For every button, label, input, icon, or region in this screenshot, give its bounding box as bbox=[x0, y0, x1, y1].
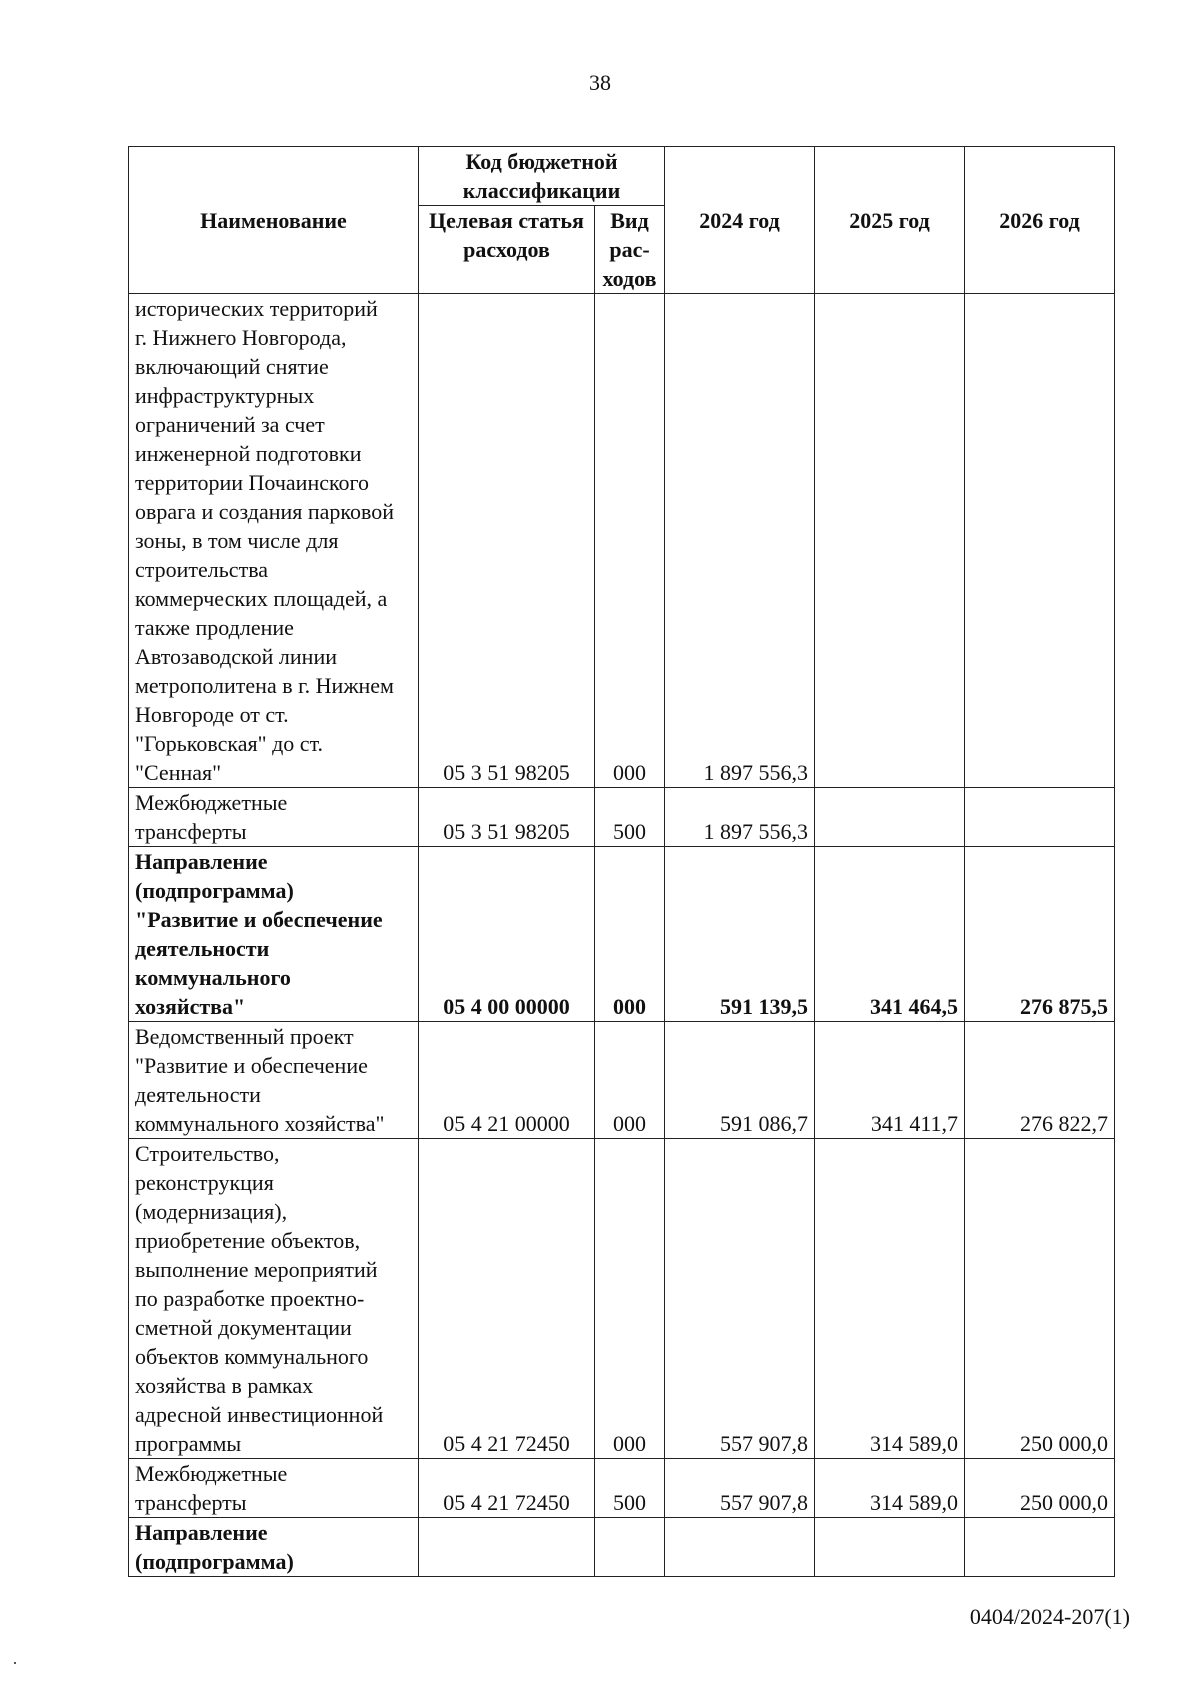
table-row bbox=[129, 847, 1115, 1022]
row-2024: 591 139,5 bbox=[665, 847, 815, 1022]
table-row bbox=[129, 294, 1115, 788]
table-row bbox=[129, 1459, 1115, 1518]
page-number: 38 bbox=[589, 70, 611, 95]
budget-table bbox=[128, 146, 1115, 1577]
row-code: 05 4 00 00000 bbox=[419, 847, 595, 1022]
table-row bbox=[129, 788, 1115, 847]
row-type bbox=[595, 1518, 665, 1577]
row-2026: 276 822,7 bbox=[965, 1022, 1115, 1139]
row-name: Межбюджетные трансферты bbox=[129, 788, 419, 847]
row-2025: 341 411,7 bbox=[815, 1022, 965, 1139]
row-2024 bbox=[665, 1518, 815, 1577]
row-type: 000 bbox=[595, 847, 665, 1022]
row-2024: 591 086,7 bbox=[665, 1022, 815, 1139]
row-2026: 276 875,5 bbox=[965, 847, 1115, 1022]
row-type: 000 bbox=[595, 294, 665, 788]
header-2025: 2025 год bbox=[815, 147, 965, 294]
row-2025 bbox=[815, 294, 965, 788]
row-name: Направление (подпрограмма) "Развитие и обеспечение деятельности коммунального хозяйства" bbox=[129, 847, 419, 1022]
row-code: 05 4 21 72450 bbox=[419, 1459, 595, 1518]
row-2025: 314 589,0 bbox=[815, 1139, 965, 1459]
header-expense-type: Вид рас-ходов bbox=[595, 206, 665, 294]
row-2026: 250 000,0 bbox=[965, 1139, 1115, 1459]
row-code: 05 3 51 98205 bbox=[419, 294, 595, 788]
table-row bbox=[129, 1139, 1115, 1459]
header-target-article: Целевая статья расходов bbox=[419, 206, 595, 294]
row-type: 000 bbox=[595, 1139, 665, 1459]
row-code: 05 4 21 72450 bbox=[419, 1139, 595, 1459]
row-name: исторических территорий г. Нижнего Новгорода, включающий снятие инфраструктурных ограничений за счет инженерной подготовки территории Почаинского оврага и создания парковой зоны, в том числе для строительства коммерческих площадей, а также продление Автозаводской линии метрополитена в г. Нижнем Новгороде от ст. "Горьковская" до ст. "Сенная" bbox=[129, 294, 419, 788]
row-2025 bbox=[815, 788, 965, 847]
row-type: 000 bbox=[595, 1022, 665, 1139]
row-code bbox=[419, 1518, 595, 1577]
header-name: Наименование bbox=[129, 147, 419, 294]
row-2025 bbox=[815, 1518, 965, 1577]
table-row bbox=[129, 1022, 1115, 1139]
row-2024: 557 907,8 bbox=[665, 1139, 815, 1459]
header-2024: 2024 год bbox=[665, 147, 815, 294]
header-kbk: Код бюджетной классификации bbox=[419, 147, 665, 206]
row-name: Межбюджетные трансферты bbox=[129, 1459, 419, 1518]
document-number: 0404/2024-207(1) bbox=[969, 1604, 1130, 1629]
row-code: 05 3 51 98205 bbox=[419, 788, 595, 847]
row-type: 500 bbox=[595, 1459, 665, 1518]
row-2024: 1 897 556,3 bbox=[665, 788, 815, 847]
row-2026: 250 000,0 bbox=[965, 1459, 1115, 1518]
row-type: 500 bbox=[595, 788, 665, 847]
header-2026: 2026 год bbox=[965, 147, 1115, 294]
table-header-row bbox=[129, 147, 1115, 206]
row-2026 bbox=[965, 788, 1115, 847]
row-name: Строительство, реконструкция (модернизация), приобретение объектов, выполнение мероприятий по разработке проектно- сметной документации объектов коммунального хозяйства в рамках адресной инвестиционной программы bbox=[129, 1139, 419, 1459]
row-2025: 314 589,0 bbox=[815, 1459, 965, 1518]
row-2026 bbox=[965, 1518, 1115, 1577]
row-2025: 341 464,5 bbox=[815, 847, 965, 1022]
scan-speck bbox=[14, 1662, 16, 1664]
row-2024: 1 897 556,3 bbox=[665, 294, 815, 788]
table-row bbox=[129, 1518, 1115, 1577]
row-name: Направление (подпрограмма) bbox=[129, 1518, 419, 1577]
row-name: Ведомственный проект "Развитие и обеспечение деятельности коммунального хозяйства" bbox=[129, 1022, 419, 1139]
row-code: 05 4 21 00000 bbox=[419, 1022, 595, 1139]
row-2026 bbox=[965, 294, 1115, 788]
row-2024: 557 907,8 bbox=[665, 1459, 815, 1518]
